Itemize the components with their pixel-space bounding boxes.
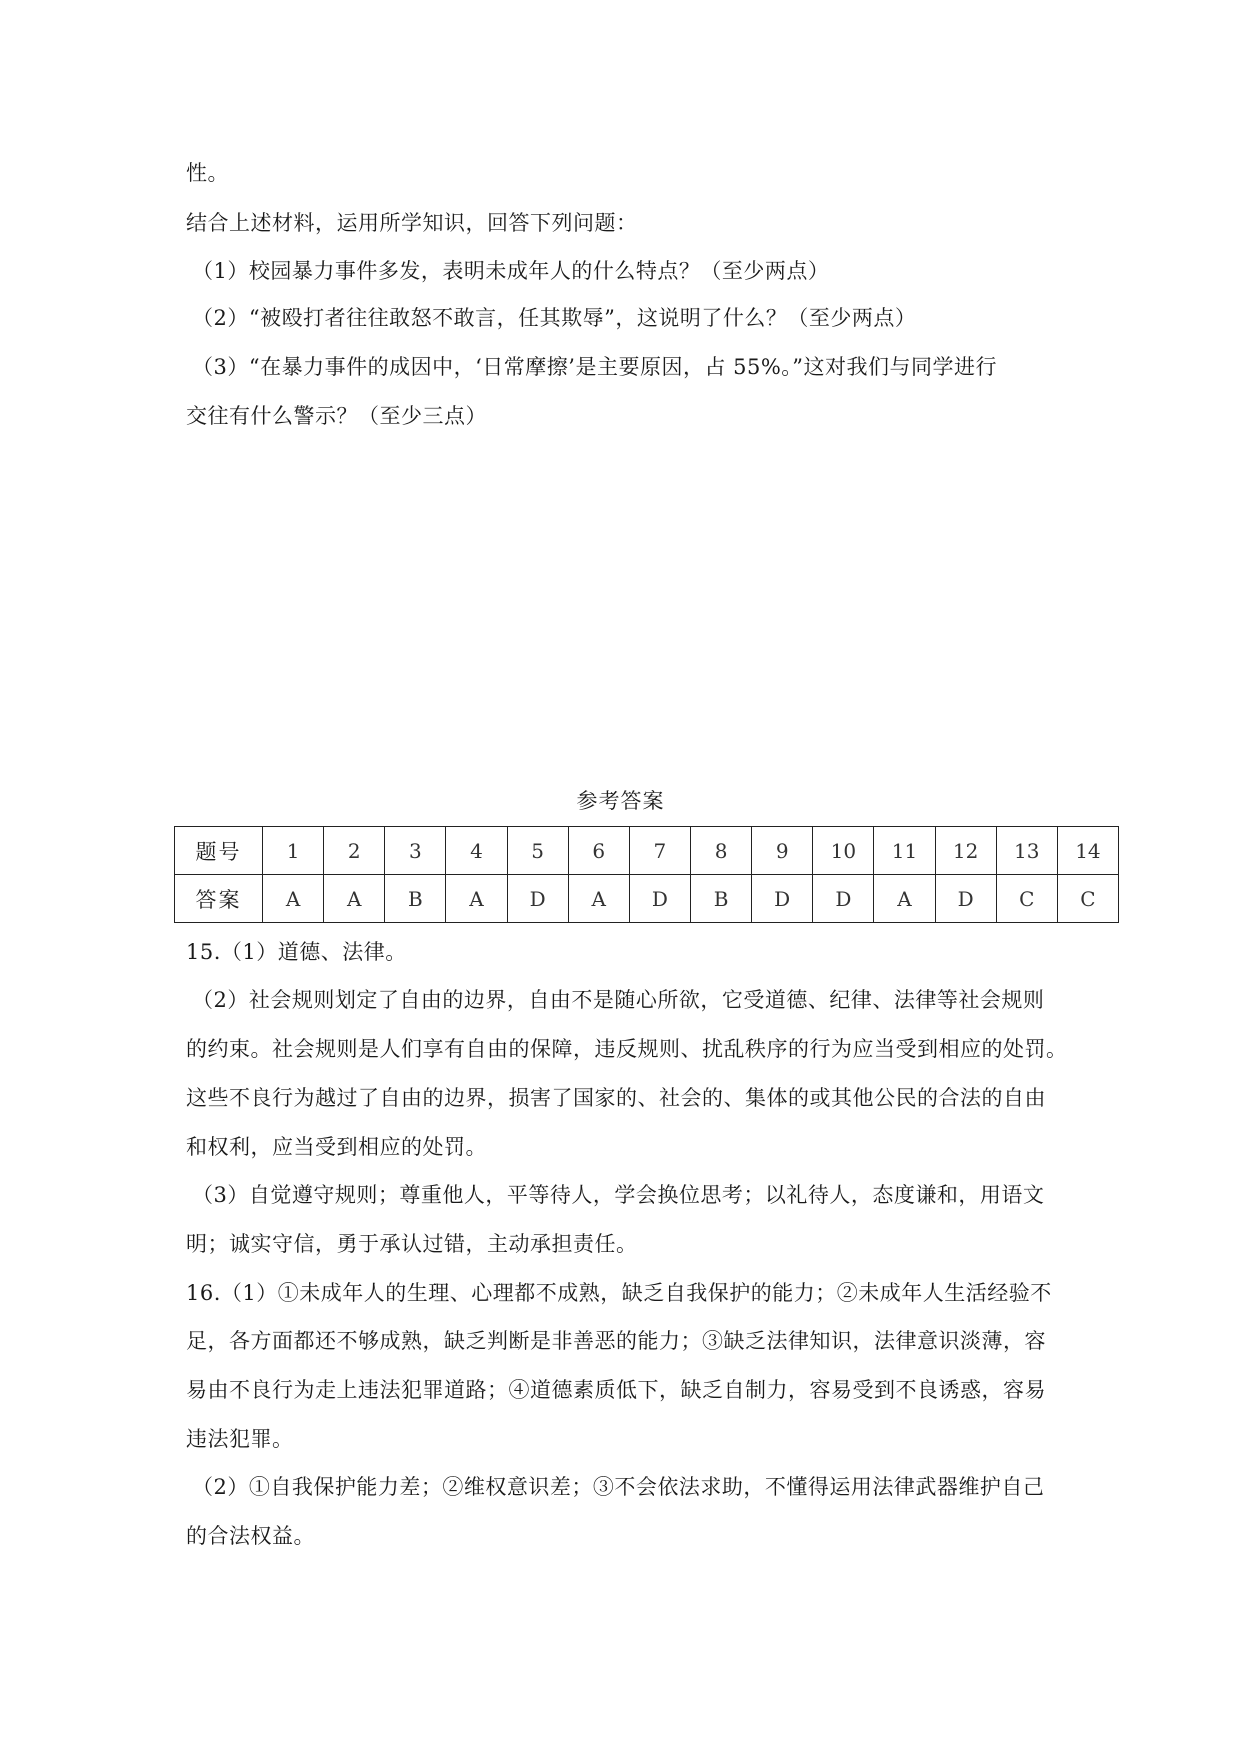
answer-choice-cell: D: [629, 875, 690, 923]
question-number-cell: 11: [874, 827, 935, 875]
question-number-cell: 14: [1057, 827, 1118, 875]
answer-choice-cell: B: [385, 875, 446, 923]
answer-choice-cell: A: [446, 875, 507, 923]
answer-text-line: 和权利，应当受到相应的处罚。: [186, 1135, 487, 1159]
answer-choice-cell: D: [935, 875, 996, 923]
question-number-cell: 2: [324, 827, 385, 875]
answer-choice-cell: C: [1057, 875, 1118, 923]
answer-text-line: 易由不良行为走上违法犯罪道路；④道德素质低下，缺乏自制力，容易受到不良诱惑，容易: [186, 1378, 1046, 1402]
answer-text-line: 违法犯罪。: [186, 1427, 294, 1451]
question-item-2: （2）“被殴打者往往敢怒不敢言，任其欺辱”，这说明了什么？（至少两点）: [192, 306, 917, 330]
row-label-answer: 答案: [175, 875, 263, 923]
question-number-cell: 6: [568, 827, 629, 875]
question-number-cell: 13: [996, 827, 1057, 875]
answer-choice-cell: D: [752, 875, 813, 923]
table-row-choices: [175, 875, 1119, 923]
answer-text-line: 的约束。社会规则是人们享有自由的保障，违反规则、扰乱秩序的行为应当受到相应的处罚。: [186, 1037, 1068, 1061]
answer-16-1: 16.（1）①未成年人的生理、心理都不成熟，缺乏自我保护的能力；②未成年人生活经验不: [186, 1281, 1052, 1305]
question-number-cell: 8: [690, 827, 751, 875]
question-number-cell: 3: [385, 827, 446, 875]
question-text-line: 结合上述材料，运用所学知识，回答下列问题：: [186, 211, 638, 235]
table-row-numbers: [175, 827, 1119, 875]
answer-choice-cell: A: [263, 875, 324, 923]
question-number-cell: 1: [263, 827, 324, 875]
answer-choice-cell: A: [324, 875, 385, 923]
answer-choice-cell: D: [813, 875, 874, 923]
answer-table: [174, 826, 1119, 923]
question-item-1: （1）校园暴力事件多发，表明未成年人的什么特点？（至少两点）: [192, 259, 830, 283]
question-number-cell: 4: [446, 827, 507, 875]
answer-text-line: 这些不良行为越过了自由的边界，损害了国家的、社会的、集体的或其他公民的合法的自由: [186, 1086, 1046, 1110]
answer-text-line: 足，各方面都还不够成熟，缺乏判断是非善恶的能力；③缺乏法律知识，法律意识淡薄，容: [186, 1329, 1046, 1353]
question-item-3-cont: 交往有什么警示？（至少三点）: [186, 404, 487, 428]
question-text-line: 性。: [186, 161, 229, 185]
answer-choice-cell: B: [690, 875, 751, 923]
answer-15-1: 15.（1）道德、法律。: [186, 940, 407, 964]
answer-key-title: 参考答案: [576, 789, 665, 813]
question-number-cell: 5: [507, 827, 568, 875]
answer-15-2: （2）社会规则划定了自由的边界，自由不是随心所欲，它受道德、纪律、法律等社会规则: [192, 988, 1045, 1012]
answer-15-3: （3）自觉遵守规则；尊重他人，平等待人，学会换位思考；以礼待人，态度谦和，用语文: [192, 1183, 1045, 1207]
answer-choice-cell: A: [874, 875, 935, 923]
question-item-3: （3）“在暴力事件的成因中，‘日常摩擦’是主要原因，占 55%。”这对我们与同学进行: [192, 355, 998, 379]
answer-choice-cell: A: [568, 875, 629, 923]
question-number-cell: 9: [752, 827, 813, 875]
question-number-cell: 12: [935, 827, 996, 875]
answer-choice-cell: C: [996, 875, 1057, 923]
answer-text-line: 的合法权益。: [186, 1524, 315, 1548]
answer-16-2: （2）①自我保护能力差；②维权意识差；③不会依法求助，不懂得运用法律武器维护自己: [192, 1475, 1045, 1499]
answer-choice-cell: D: [507, 875, 568, 923]
question-number-cell: 10: [813, 827, 874, 875]
row-label-number: 题号: [175, 827, 263, 875]
question-number-cell: 7: [629, 827, 690, 875]
answer-text-line: 明；诚实守信，勇于承认过错，主动承担责任。: [186, 1232, 638, 1256]
